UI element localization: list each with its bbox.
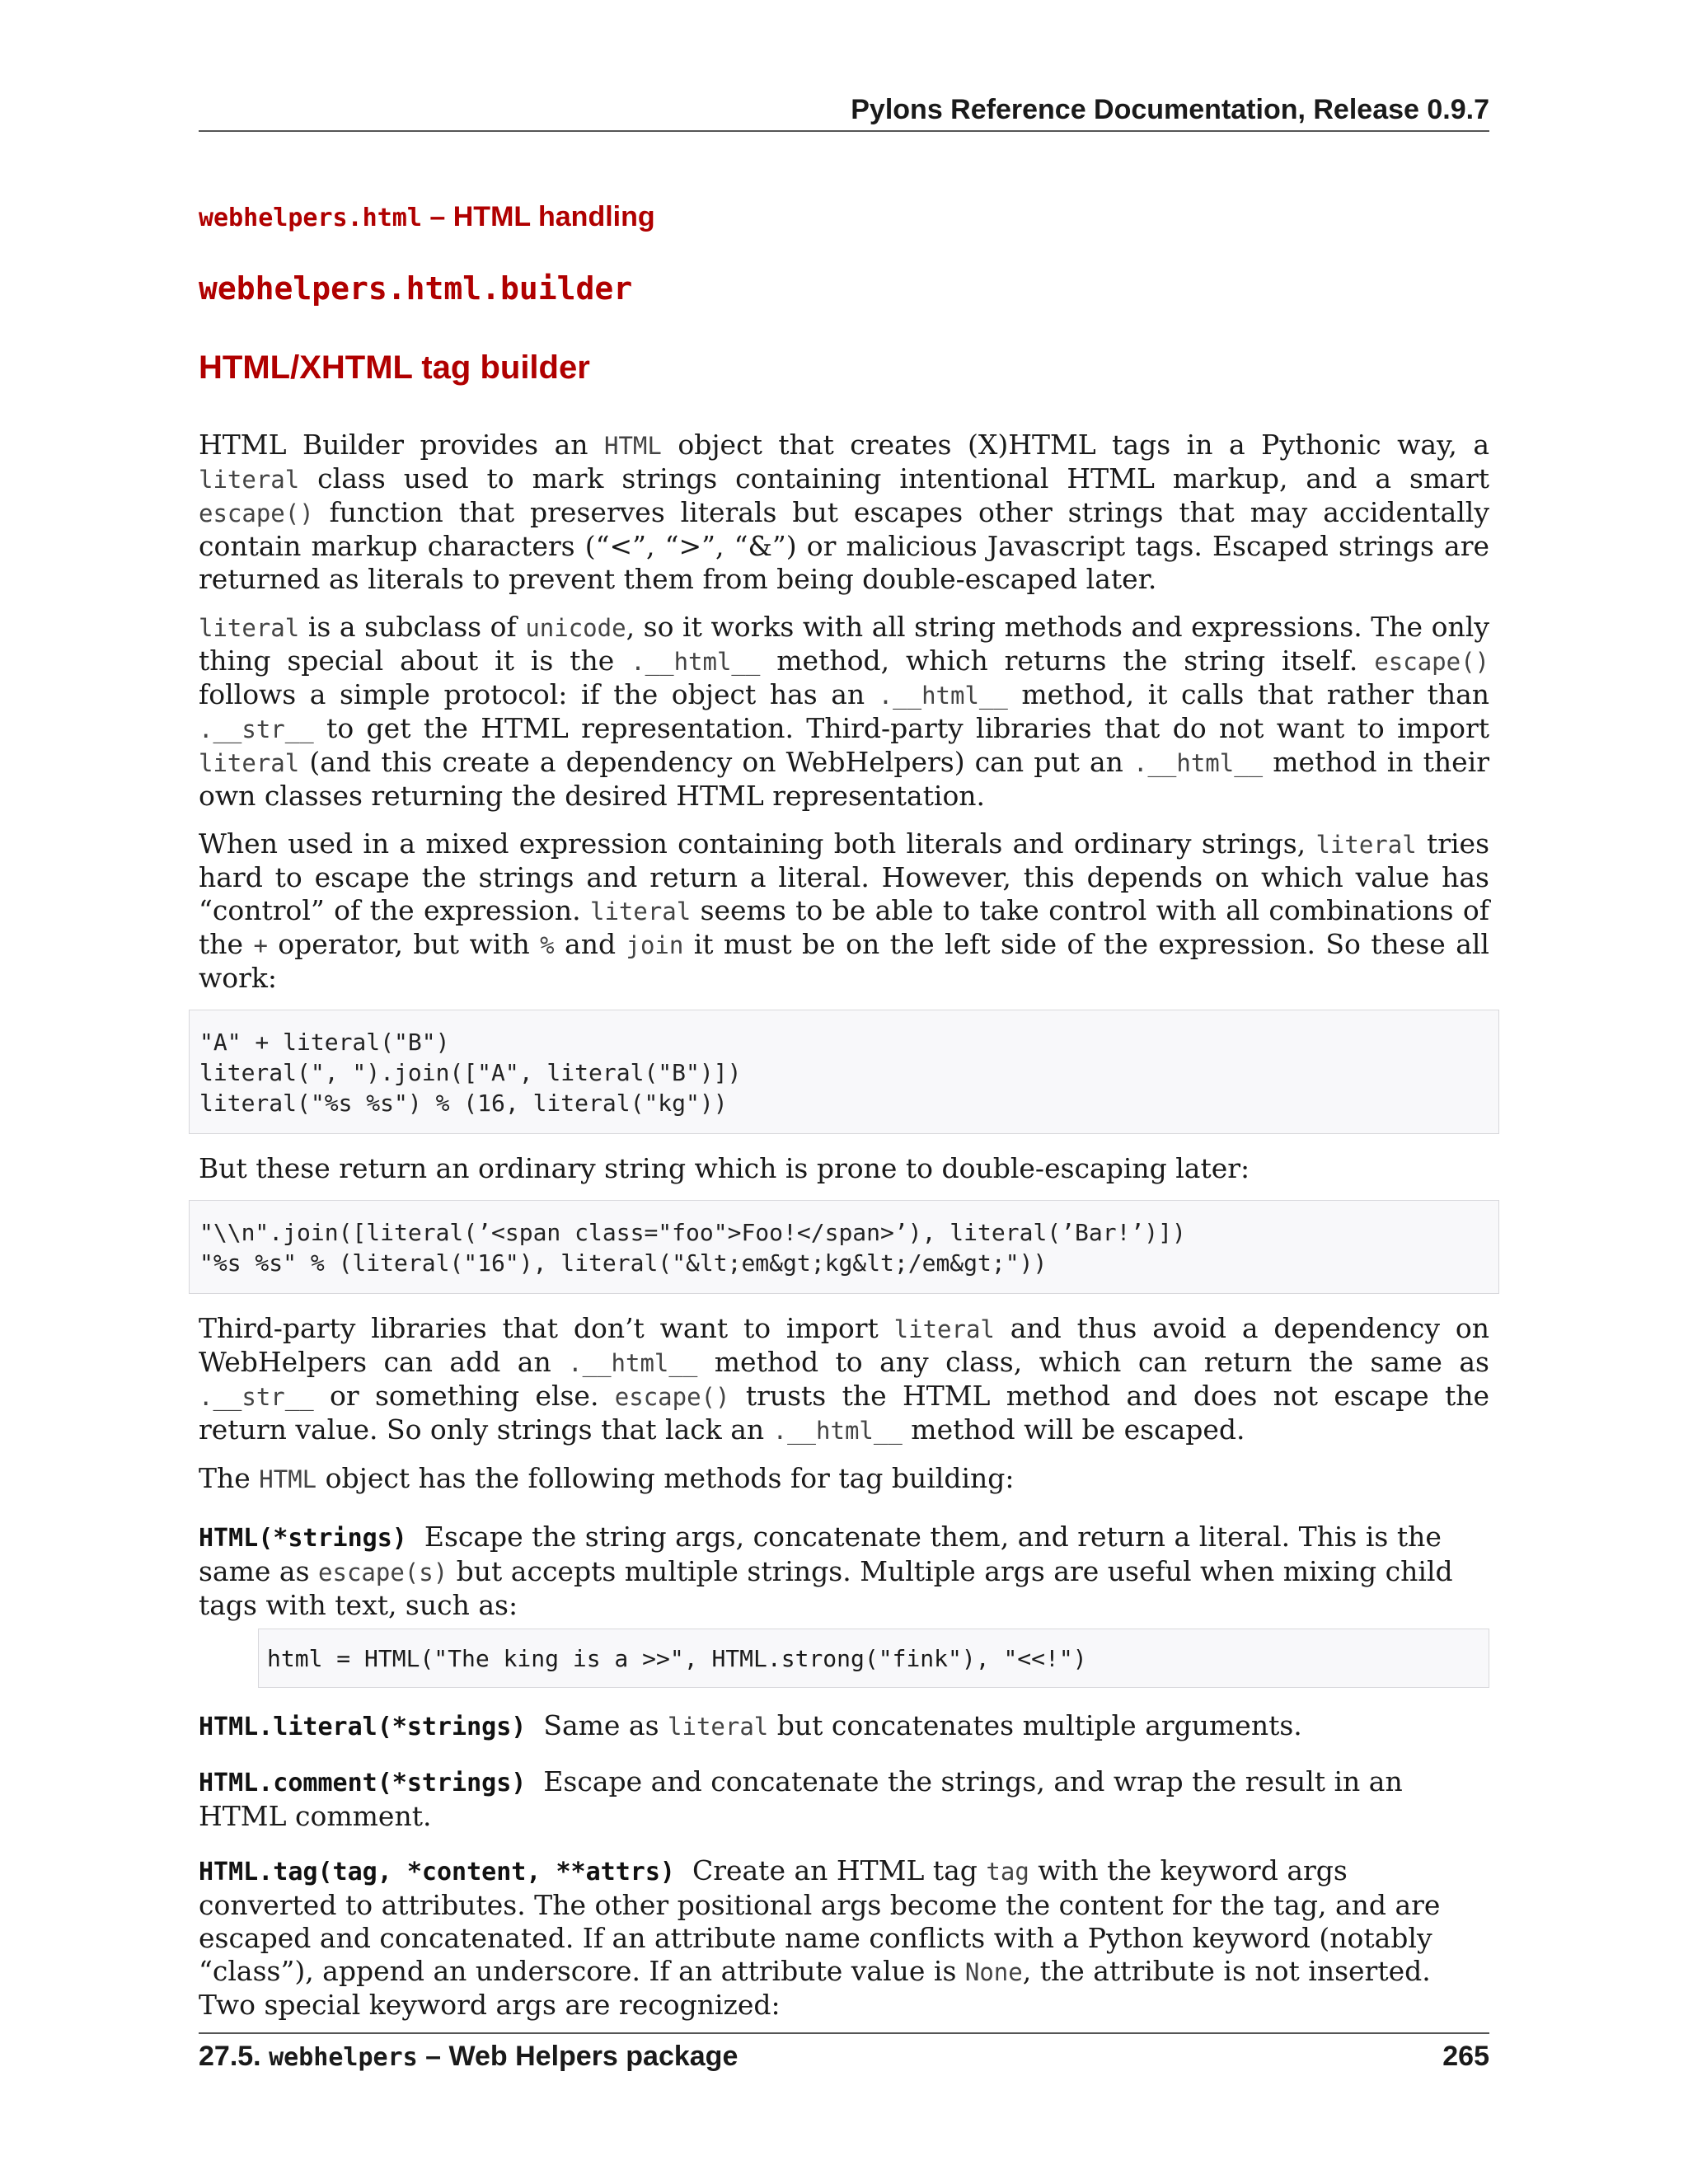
section-separator: –	[421, 201, 453, 232]
topic-heading: HTML/XHTML tag builder	[199, 349, 590, 386]
inline-code: HTML	[604, 432, 662, 460]
method-description: Escape and concatenate the strings, and wrap the result in an HTML comment.	[199, 1765, 1403, 1832]
method-entry-comment	[199, 1765, 1489, 1833]
paragraph-literal-subclass: literal is a subclass of unicode, so it works with all string methods and expressions. The only thing special about it is the .__html__ method, which returns the string itself. escape() follows a simple protocol: if the object has an .__html__ method, it calls that rather than .__str__ to get the HTML representation. Third-party libraries that do not want to import literal (and this create a dependency on WebHelpers) can put an .__html__ method in their own classes returning the desired HTML representation.	[199, 611, 1489, 812]
method-example	[266, 1629, 1489, 1688]
inline-code: escape()	[614, 1383, 730, 1411]
method-signature: HTML.tag(tag, *content, **attrs) Create an HTML tag tag with the keyword args converted to attributes. The other positional args become the content for the tag, and are escaped and concatenated. If an attribute name conflicts with a Python keyword (notably “class”), append an underscore. If an attribute value is None, the attribute is not inserted. Two special keyword args are recognized:	[199, 1854, 1441, 2021]
inline-code: .__html__	[631, 648, 761, 676]
inline-code: .__str__	[199, 1383, 314, 1411]
paragraph-methods-intro: The HTML object has the following methods for tag building:	[199, 1462, 1015, 1494]
method-description: Same as literal but concatenates multiple arguments.	[543, 1709, 1302, 1741]
paragraph-mixed-expression: When used in a mixed expression containing both literals and ordinary strings, literal tries hard to escape the strings and return a literal. However, this depends on which value has “control” of the expression. literal seems to be able to take control with all combinations of the + operator, but with % and join it must be on the left side of the expression. So these all work:	[199, 827, 1489, 994]
code-line: literal("%s %s") % (16, literal("kg"))	[199, 1090, 728, 1117]
inline-code: literal	[199, 466, 300, 494]
footer-section: 27.5. webhelpers – Web Helpers package	[199, 2041, 738, 2072]
inline-code: .__str__	[199, 715, 314, 743]
document-body	[199, 429, 1489, 2043]
inline-code: literal	[199, 614, 300, 642]
section-module: webhelpers.html	[199, 204, 422, 232]
paragraph-third-party: Third-party libraries that don’t want to import literal and thus avoid a dependency on WebHelpers can add an .__html__ method to any class, which can return the same as .__str__ or something else. escape() trusts the HTML method and does not escape the return value. So only strings that lack an .__html__ method will be escaped.	[199, 1312, 1490, 1446]
code-block-fails	[189, 1200, 1499, 1294]
running-header: Pylons Reference Documentation, Release 0.9.7	[851, 94, 1489, 125]
code-line: "A" + literal("B")	[199, 1029, 450, 1056]
inline-code: literal	[1315, 831, 1417, 859]
page-number: 265	[1442, 2041, 1489, 2072]
inline-code: escape()	[199, 499, 314, 527]
subsection-heading: webhelpers.html.builder	[199, 270, 633, 307]
inline-code: HTML	[259, 1465, 317, 1493]
method-list	[199, 1521, 1489, 2022]
inline-code: +	[253, 931, 268, 959]
method-signature: HTML.literal(*strings) Same as literal but concatenates multiple arguments.	[199, 1709, 1302, 1741]
inline-code: .__html__	[772, 1417, 903, 1445]
inline-code: join	[626, 931, 684, 959]
inline-code: .__html__	[568, 1349, 698, 1377]
code-block-example: html = HTML("The king is a >>", HTML.strong("fink"), "<<!")	[258, 1629, 1489, 1688]
method-entry-html	[199, 1521, 1489, 1688]
method-description: Create an HTML tag tag with the keyword args converted to attributes. The other positional args become the content for the tag, and are escaped and concatenated. If an attribute name conflicts with a Python keyword (notably “class”), append an underscore. If an attribute value is None, the attribute is not inserted. Two special keyword args are recognized:	[199, 1854, 1441, 2021]
method-signature: HTML.comment(*strings) Escape and concatenate the strings, and wrap the result in an HTML comment.	[199, 1765, 1403, 1832]
code-line: "\\n".join([literal(’<span class="foo">Foo!</span>’), literal(’Bar!’)])	[199, 1219, 1186, 1246]
inline-code: unicode	[525, 614, 626, 642]
method-signature: HTML(*strings) Escape the string args, concatenate them, and return a literal. This is the same as escape(s) but accepts multiple strings. Multiple args are useful when mixing child tags with text, such as:	[199, 1521, 1453, 1621]
method-description: Escape the string args, concatenate them, and return a literal. This is the same as escape(s) but accepts multiple strings. Multiple args are useful when mixing child tags with text, such as:	[199, 1521, 1453, 1621]
header-rule	[199, 130, 1489, 132]
inline-code: %	[540, 931, 555, 959]
inline-code: escape(s)	[318, 1558, 448, 1586]
inline-code: literal	[893, 1315, 995, 1343]
method-entry-literal	[199, 1709, 1489, 1744]
section-title: HTML handling	[452, 201, 655, 232]
footer-rule	[199, 2032, 1489, 2034]
code-line: literal(", ").join(["A", literal("B")])	[199, 1059, 742, 1086]
inline-code: None	[964, 1958, 1023, 1986]
inline-code: escape()	[1374, 648, 1489, 676]
inline-code: literal	[668, 1713, 769, 1741]
method-entry-tag	[199, 1854, 1489, 2022]
paragraph-intro: HTML Builder provides an HTML object that creates (X)HTML tags in a Pythonic way, a literal class used to mark strings containing intentional HTML markup, and a smart escape() function that preserves literals but escapes other strings that may accidentally contain markup characters (“<”, “>”, “&”) or malicious Javascript tags. Escaped strings are returned as literals to prevent them from being double-escaped later.	[199, 429, 1489, 595]
paragraph-ordinary-string: But these return an ordinary string which is prone to double-escaping later:	[199, 1152, 1250, 1184]
inline-code: literal	[589, 898, 692, 926]
inline-code: .__html__	[1133, 749, 1264, 777]
code-line: "%s %s" % (literal("16"), literal("&lt;em&gt;kg&lt;/em&gt;"))	[199, 1249, 1048, 1277]
inline-code: tag	[986, 1858, 1029, 1886]
inline-code: literal	[199, 749, 300, 777]
section-heading	[199, 201, 655, 233]
code-block-works	[189, 1010, 1499, 1134]
inline-code: .__html__	[878, 682, 1008, 710]
